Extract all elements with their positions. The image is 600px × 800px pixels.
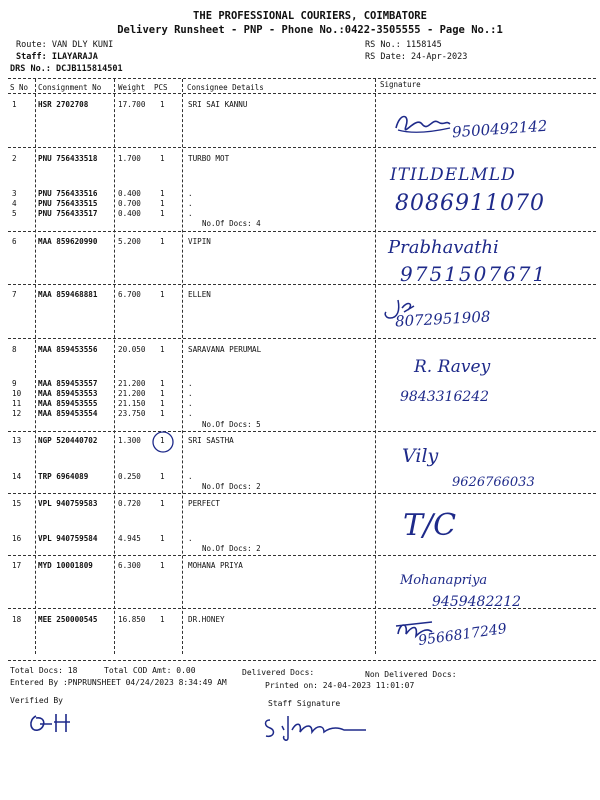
consignment-no: MAA 859453557 [38,379,98,388]
table-row [0,345,600,357]
pcs: 1 [160,499,165,508]
signature-text: Mohanapriya [400,573,488,588]
route-label: Route: VAN DLY KUNI [16,40,114,50]
col-header-signature: Signature [380,80,421,89]
staff-label: Staff: ILAYARAJA [16,52,98,62]
non-delivered-docs: Non Delivered Docs: [365,670,457,679]
rs-number: RS No.: 1158145 [365,40,442,50]
pcs: 1 [160,345,165,354]
consignee: PERFECT [188,499,221,508]
consignee: . [188,209,193,218]
consignment-no: HSR 2702708 [38,100,89,109]
pcs: 1 [160,189,165,198]
sno: 7 [12,290,17,299]
consignee: . [188,189,193,198]
docs-count: No.Of Docs: 4 [202,219,261,228]
sno: 6 [12,237,17,246]
signature-phone: 8086911070 [395,191,545,216]
pcs: 1 [160,379,165,388]
weight: 21.150 [118,399,146,408]
weight: 23.750 [118,409,146,418]
signature-text: Vily [402,445,439,467]
consignment-no: MAA 859468881 [38,290,98,299]
verified-by-label: Verified By [10,696,63,705]
consignee: DR.HONEY [188,615,225,624]
pcs: 1 [160,561,165,570]
signature-text: R. Ravey [414,357,491,377]
sno: 10 [12,389,22,398]
table-bottom-rule [8,660,596,661]
pcs: 1 [160,154,165,163]
sno: 11 [12,399,22,408]
sno: 17 [12,561,22,570]
sno: 16 [12,534,22,543]
weight: 0.250 [118,472,141,481]
consignment-no: PNU 756433516 [38,189,98,198]
docs-count: No.Of Docs: 2 [202,482,261,491]
weight: 6.300 [118,561,141,570]
sno: 9 [12,379,17,388]
weight: 0.720 [118,499,141,508]
table-row [0,409,600,421]
signature-text: Prabhavathi [388,237,499,258]
weight: 17.700 [118,100,146,109]
pcs: 1 [160,436,165,445]
pen-circle-mark [150,430,180,456]
consignee: . [188,472,193,481]
col-header-consignment: Consignment No [38,83,102,92]
entered-by: Entered By :PNPRUNSHEET 04/24/2023 8:34:49 AM [10,678,227,687]
pcs: 1 [160,409,165,418]
pcs: 1 [160,199,165,208]
sno: 14 [12,472,22,481]
consignee: . [188,534,193,543]
verifier-signature [26,710,86,736]
pcs: 1 [160,534,165,543]
weight: 5.200 [118,237,141,246]
signature-text: ITILDELMLD [390,165,516,185]
consignment-no: MAA 859453553 [38,389,98,398]
signature-phone: 9459482212 [432,594,522,610]
pcs: 1 [160,399,165,408]
consignment-no: MAA 859453555 [38,399,98,408]
col-header-pcs: PCS [154,83,168,92]
consignment-no: VPL 940759583 [38,499,98,508]
signature-phone: 9843316242 [400,389,490,405]
delivered-docs: Delivered Docs: [242,668,315,677]
table-row [0,561,600,573]
sno: 8 [12,345,17,354]
consignment-no: PNU 756433518 [38,154,98,163]
signature-phone: 8072951908 [394,307,491,331]
row-separator [8,493,596,494]
sno: 15 [12,499,22,508]
weight: 4.945 [118,534,141,543]
table-row [0,436,600,448]
weight: 0.700 [118,199,141,208]
total-cod: Total COD Amt: 0.00 [104,666,196,675]
signature-phone: 9500492142 [451,116,548,142]
consignment-no: MEE 250000545 [38,615,98,624]
consignment-no: NGP 520440702 [38,436,98,445]
weight: 6.700 [118,290,141,299]
table-row [0,290,600,302]
company-title: THE PROFESSIONAL COURIERS, COIMBATORE [193,10,427,22]
consignee: . [188,409,193,418]
signature-text: T/C [403,508,457,543]
pcs: 1 [160,237,165,246]
consignee: ELLEN [188,290,211,299]
docs-count: No.Of Docs: 2 [202,544,261,553]
consignment-no: MAA 859620990 [38,237,98,246]
pcs: 1 [160,389,165,398]
weight: 1.300 [118,436,141,445]
sno: 5 [12,209,17,218]
weight: 0.400 [118,209,141,218]
col-header-sno: S No [10,83,29,92]
consignment-no: MAA 859453556 [38,345,98,354]
drs-number: DRS No.: DCJB115814501 [10,64,123,74]
weight: 20.050 [118,345,146,354]
handwritten-signature [392,110,452,138]
weight: 21.200 [118,389,146,398]
consignment-no: VPL 940759584 [38,534,98,543]
row-separator [8,338,596,339]
signature-phone: 9751507671 [400,262,548,286]
consignee: SRI SASTHA [188,436,234,445]
row-separator [8,231,596,232]
consignment-no: MAA 859453554 [38,409,98,418]
sno: 3 [12,189,17,198]
staff-signature-mark [262,712,372,742]
sno: 2 [12,154,17,163]
sno: 4 [12,199,17,208]
row-separator [8,555,596,556]
col-header-weight: Weight [118,83,146,92]
total-docs: Total Docs: 18 [10,666,78,675]
consignee: VIPIN [188,237,211,246]
docs-count: No.Of Docs: 5 [202,420,261,429]
consignee: MOHANA PRIYA [188,561,243,570]
staff-signature-label: Staff Signature [268,699,341,708]
row-separator [8,147,596,148]
consignment-no: TRP 6964089 [38,472,89,481]
consignee: . [188,199,193,208]
table-row [0,237,600,249]
pcs: 1 [160,472,165,481]
sno: 12 [12,409,22,418]
weight: 16.850 [118,615,146,624]
header-bottom-rule [8,93,596,94]
rs-date: RS Date: 24-Apr-2023 [365,52,468,62]
weight: 0.400 [118,189,141,198]
consignee: TURBO MOT [188,154,230,163]
consignee: SRI SAI KANNU [188,100,248,109]
consignment-no: MYD 10001809 [38,561,93,570]
pcs: 1 [160,100,165,109]
consignee: . [188,399,193,408]
sno: 13 [12,436,22,445]
signature-phone: 9626766033 [452,475,535,490]
table-row [0,534,600,546]
printed-on: Printed on: 24-04-2023 11:01:07 [265,681,415,690]
weight: 21.200 [118,379,146,388]
pcs: 1 [160,209,165,218]
consignment-no: PNU 756433515 [38,199,98,208]
signature-phone: 9566817249 [417,620,508,650]
pcs: 1 [160,615,165,624]
consignee: . [188,389,193,398]
consignee: SARAVANA PERUMAL [188,345,262,354]
row-separator [8,431,596,432]
col-header-consignee: Consignee Details [187,83,264,92]
runsheet-subtitle: Delivery Runsheet - PNP - Phone No.:0422-3505555 - Page No.:1 [117,24,503,36]
table-top-rule [8,78,596,79]
pcs: 1 [160,290,165,299]
table-row [0,100,600,112]
sno: 18 [12,615,22,624]
consignee: . [188,379,193,388]
weight: 1.700 [118,154,141,163]
table-row [0,499,600,511]
consignment-no: PNU 756433517 [38,209,98,218]
sno: 1 [12,100,17,109]
table-row [0,615,600,627]
